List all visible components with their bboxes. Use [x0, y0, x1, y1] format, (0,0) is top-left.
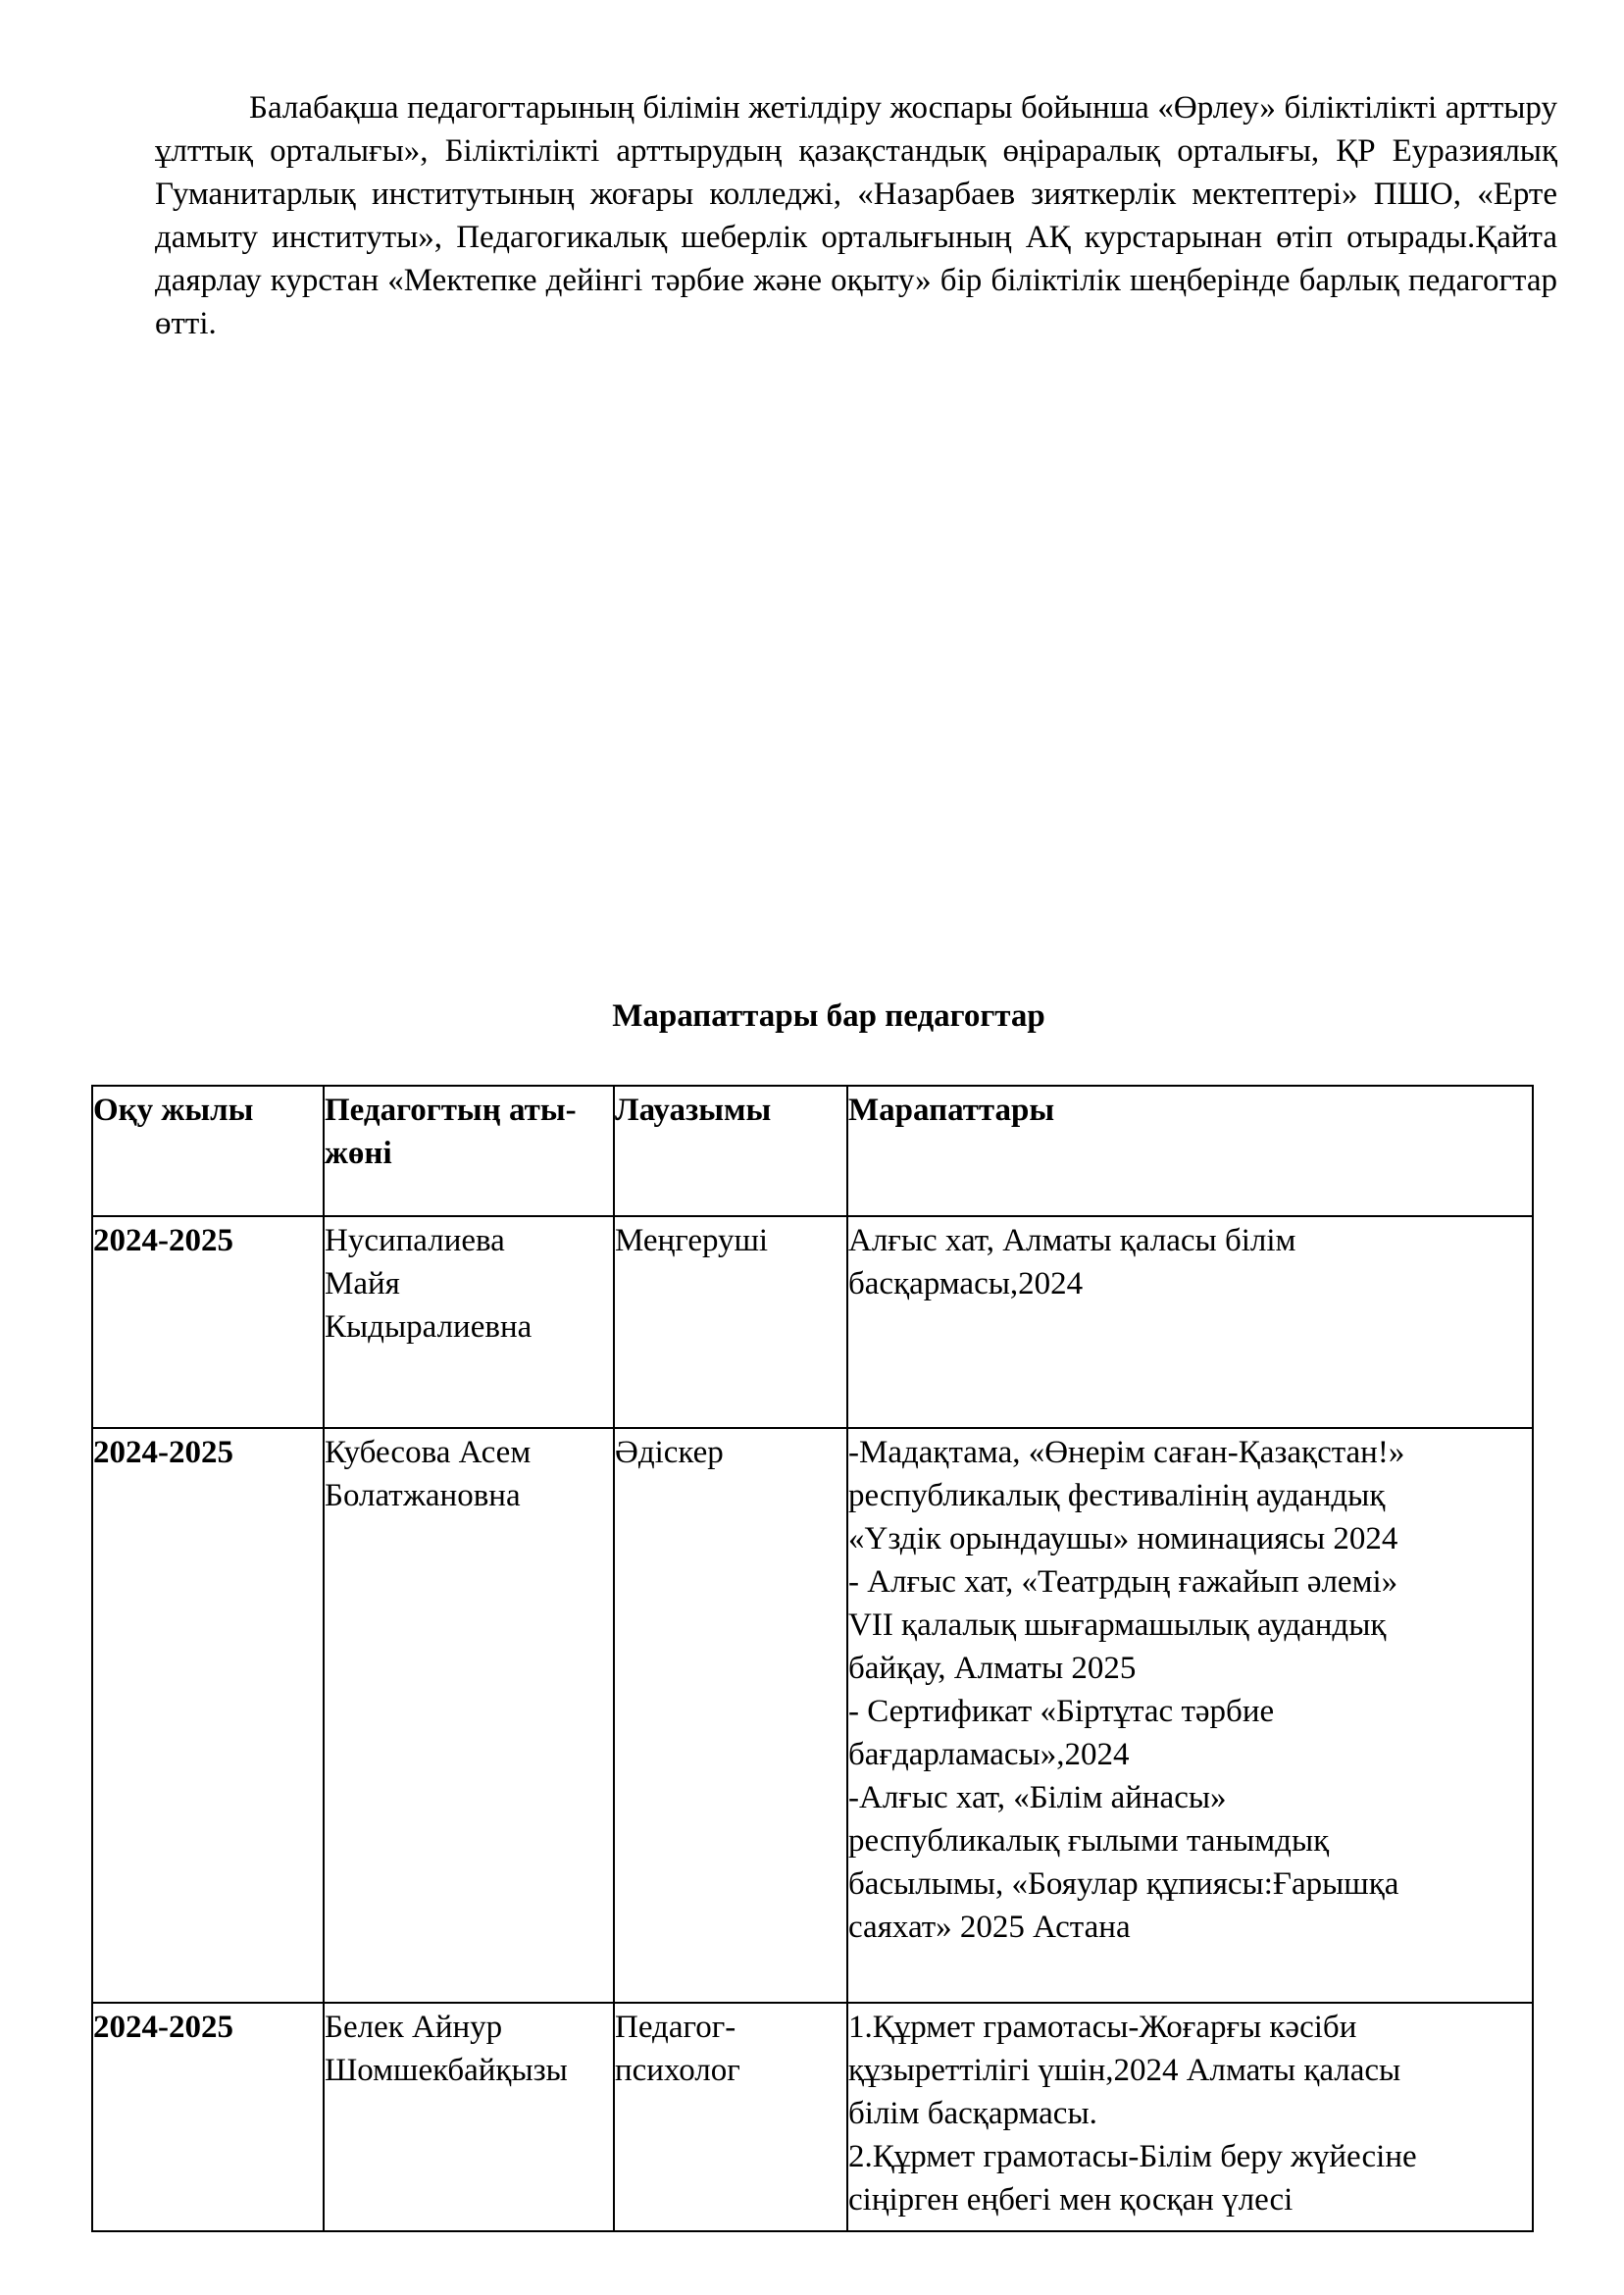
award-line: байқау, Алматы 2025 [848, 1651, 1137, 1686]
award-line: сіңірген еңбегі мен қосқан үлесі [848, 2182, 1294, 2218]
award-line: - Алғыс хат, «Театрдың ғажайып әлемі» [848, 1564, 1398, 1600]
position-line: Меңгеруші [615, 1223, 769, 1258]
header-year: Оқу жылы [92, 1086, 324, 1216]
award-line: VII қалалық шығармашылық аудандық [848, 1607, 1387, 1643]
cell-name [324, 1428, 614, 2003]
award-line: -Мадақтама, «Өнерім саған-Қазақстан!» [848, 1435, 1405, 1470]
position-line: Педагог- [615, 2010, 736, 2045]
header-position: Лауазымы [614, 1086, 847, 1216]
cell-name [324, 2003, 614, 2231]
award-line: бағдарламасы»,2024 [848, 1737, 1130, 1772]
position-line: Әдіскер [615, 1435, 724, 1470]
award-line: республикалық ғылыми танымдық [848, 1823, 1330, 1859]
name-line: Болатжановна [325, 1478, 521, 1513]
award-line: Алғыс хат, Алматы қаласы білім [848, 1223, 1296, 1258]
award-line: 1.Құрмет грамотасы-Жоғарғы кәсіби [848, 2010, 1357, 2045]
table-header-row [92, 1086, 1533, 1216]
award-line: құзыреттілігі үшін,2024 Алматы қаласы [848, 2053, 1401, 2088]
award-line: -Алғыс хат, «Білім айнасы» [848, 1780, 1227, 1815]
cell-name [324, 1216, 614, 1428]
table-row [92, 2003, 1533, 2231]
position-line: психолог [615, 2053, 740, 2088]
cell-position [614, 1428, 847, 2003]
award-line: басылымы, «Бояулар құпиясы:Ғарышқа [848, 1866, 1399, 1902]
intro-paragraph: Балабақша педагогтарының білімін жетілдіру жоспары бойынша «Өрлеу» біліктілікті арттыру ұлттық орталығы», Біліктілікті арттырудың қазақстандық өңіраралық орталығы, ҚР Еуразиялық Гуманитарлық институтының жоғары колледжі, «Назарбаев зияткерлік мектептері» ПШО, «Ерте дамыту институты», Педагогикалық шеберлік орталығының АҚ курстарынан өтіп отырады.Қайта даярлау курстан «Мектепке дейінгі тәрбие және оқыту» бір біліктілік шеңберінде барлық педагогтар өтті. [155, 90, 1557, 341]
cell-awards [847, 2003, 1533, 2231]
name-line: Майя [325, 1266, 400, 1301]
award-line: басқармасы,2024 [848, 1266, 1084, 1301]
cell-year: 2024-2025 [92, 1428, 324, 2003]
header-awards: Марапаттары [847, 1086, 1533, 1216]
name-line: Кубесова Асем [325, 1435, 532, 1470]
cell-awards [847, 1216, 1533, 1428]
header-name: Педагогтың аты-жөні [324, 1086, 614, 1216]
award-line: - Сертификат «Біртұтас тәрбие [848, 1694, 1275, 1729]
table-row [92, 1216, 1533, 1428]
name-line: Шомшекбайқызы [325, 2053, 568, 2088]
cell-position [614, 1216, 847, 1428]
award-line: 2.Құрмет грамотасы-Білім беру жүйесіне [848, 2139, 1417, 2174]
cell-awards [847, 1428, 1533, 2003]
award-line: «Үздік орындаушы» номинациясы 2024 [848, 1521, 1398, 1556]
name-line: Нусипалиева [325, 1223, 505, 1258]
section-title: Марапаттары бар педагогтар [612, 998, 1045, 1034]
award-line: республикалық фестивалінің аудандық [848, 1478, 1386, 1513]
awards-table [91, 1085, 1534, 2232]
cell-year: 2024-2025 [92, 1216, 324, 1428]
name-line: Кыдыралиевна [325, 1309, 533, 1345]
award-line: білім басқармасы. [848, 2096, 1097, 2131]
cell-position [614, 2003, 847, 2231]
table-row [92, 1428, 1533, 2003]
award-line: саяхат» 2025 Астана [848, 1910, 1131, 1945]
cell-year: 2024-2025 [92, 2003, 324, 2231]
name-line: Белек Айнур [325, 2010, 503, 2045]
